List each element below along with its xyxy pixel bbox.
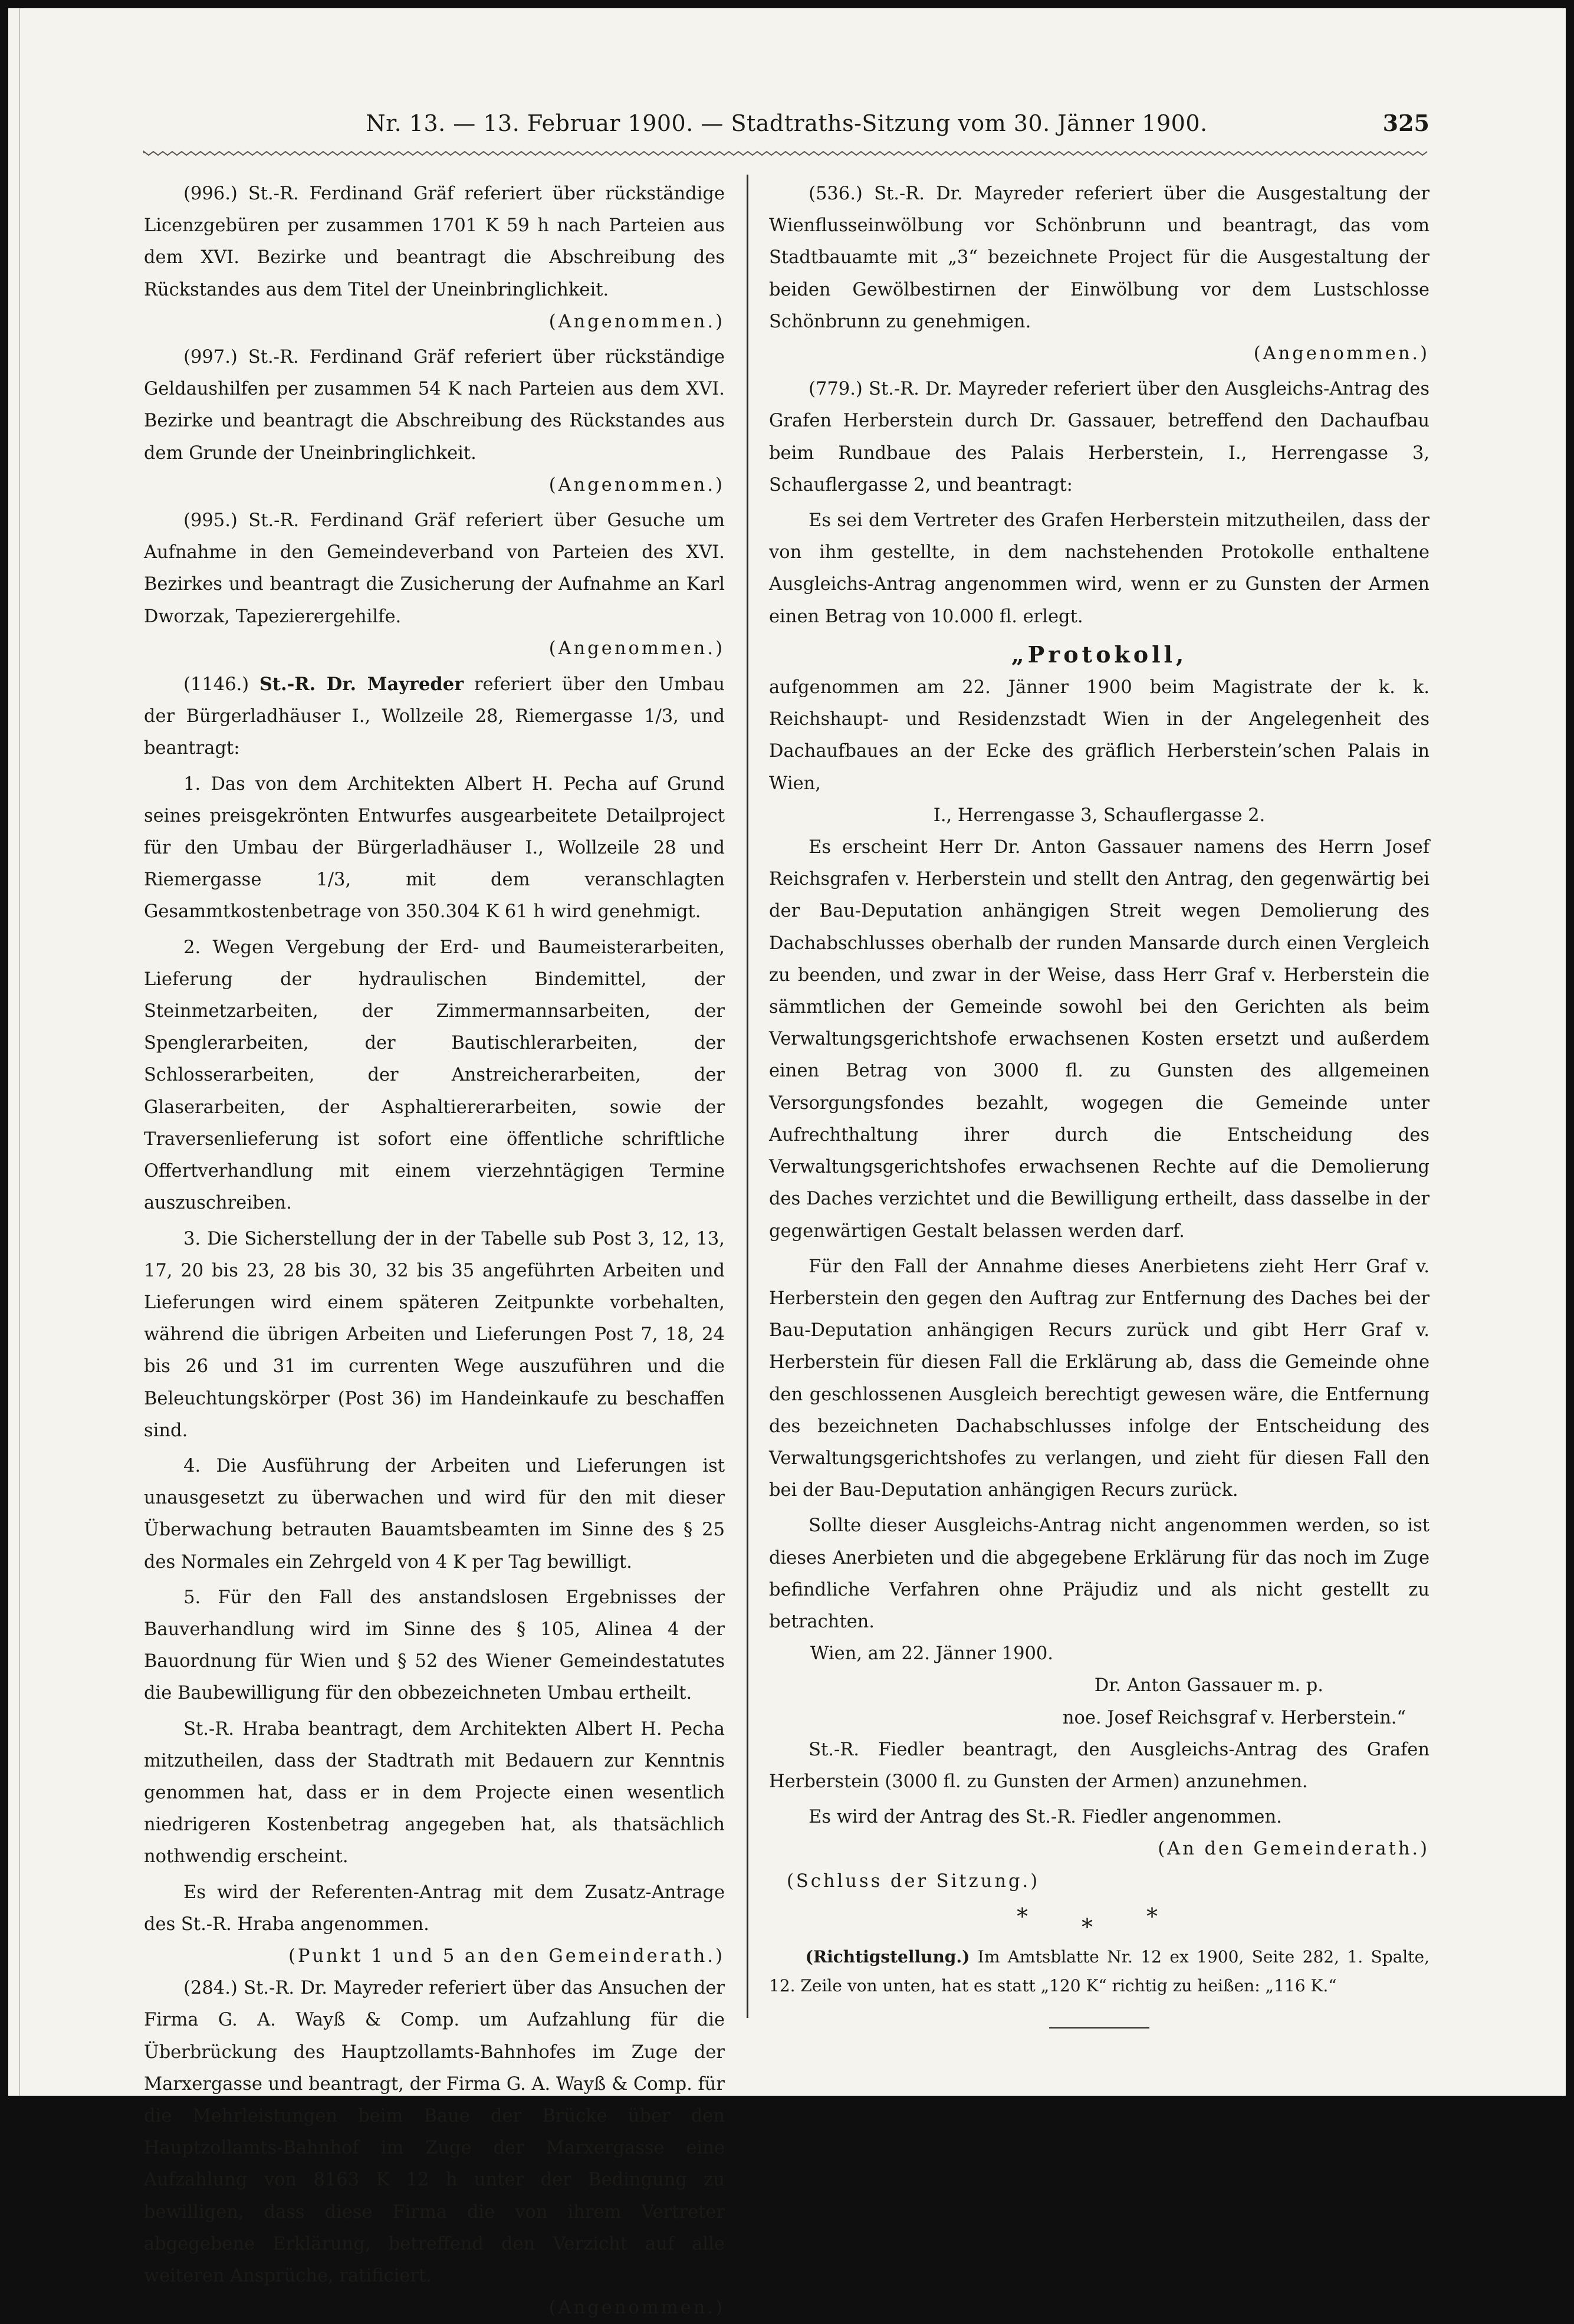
point-2: 2. Wegen Vergebung der Erd- und Baumeisterarbeiten, Lieferung der hydraulischen Bindemittel, der Steinmetzarbeiten, der Zimmermannsarbeiten, der Spenglerarbeiten, der Bautischlerarbeiten, der Schlosserarbeiten, der Anstreicherarbeiten, der Glaserarbeiten, der Asphaltiererarbeiten, sowie der Traversenlieferung ist sofort eine öffentliche schriftliche Offertverhandlung mit einem vierzehntägigen Termine auszuschreiben. — [144, 937, 725, 1214]
item-995 — [144, 505, 725, 665]
item-997-outcome: (Angenommen.) — [548, 474, 725, 495]
protocol-intro: aufgenommen am 22. Jänner 1900 beim Magistrate der k. k. Reichshaupt- und Residenzstadt Wien in der Angelegenheit des Dachaufbaues an der Ecke des gräflich Herberstein’schen Palais in Wien, — [769, 677, 1430, 794]
correction-text: Im Amtsblatte Nr. 12 ex 1900, Seite 282, 1. Spalte, 12. Zeile von unten, hat es statt „120 K“ richtig zu heißen: „116 K.“ — [769, 1946, 1430, 1995]
star-separator: * — [1017, 1903, 1028, 1929]
star-separator: * — [1082, 1913, 1093, 1940]
protocol-paragraph-1: Es erscheint Herr Dr. Anton Gassauer namens des Herrn Josef Reichsgrafen v. Herberstein und stellt den Antrag, den gegenwärtig bei der Bau-Deputation anhängigen Streit wegen Demolierung des Dachabschlusses oberhalb der runden Mansarde durch einen Vergleich zu beenden, und zwar in der Weise, dass Herr Graf v. Herberstein die sämmtlichen der Gemeinde sowohl bei den Gerichten als beim Verwaltungsgerichtshofe erwachsenen Kosten ersetzt und außerdem einen Betrag von 3000 fl. zu Gunsten des allgemeinen Versorgungsfondes bezahlt, wogegen die Gemeinde unter Aufrechthaltung ihrer durch die Entscheidung des Verwaltungsgerichtshofes erwachsenen Rechte auf die Demolierung des Daches verzichtet und die Bewilligung ertheilt, dass dasselbe in der gegenwärtigen Gestalt belassen werden darf. — [769, 837, 1430, 1242]
referent-resolution: Es wird der Referenten-Antrag mit dem Zusatz-Antrage des St.-R. Hraba angenommen. — [144, 1882, 725, 1935]
binding-edge-line — [19, 8, 20, 2096]
item-779: (779.) St.-R. Dr. Mayreder referiert über den Ausgleichs-Antrag des Grafen Herberstein durch Dr. Gassauer, betreffend den Dachaufbau beim Rundbaue des Palais Herberstein, I., Herrengasse 3, Schauflergasse 2, und beantragt: — [769, 379, 1430, 495]
protocol-paragraph-3: Sollte dieser Ausgleichs-Antrag nicht angenommen werden, so ist dieses Anerbieten und die abgegebene Erklärung für das noch im Zuge befindliche Verfahren ohne Präjudiz und als nicht gestellt zu betrachten. — [769, 1515, 1430, 1632]
protocol-title: „Protokoll, — [1011, 641, 1188, 668]
referral-note: (Punkt 1 und 5 an den Gemeinderath.) — [288, 1945, 725, 1967]
item-536-outcome: (Angenommen.) — [1253, 343, 1430, 365]
item-536 — [769, 178, 1430, 370]
protocol-address: I., Herrengasse 3, Schauflergasse 2. — [933, 805, 1266, 826]
document-page — [8, 8, 1566, 2319]
page-number: 325 — [1382, 110, 1430, 136]
signature-gassauer: Dr. Anton Gassauer m. p. — [1094, 1675, 1323, 1696]
signature-herberstein: noe. Josef Reichsgraf v. Herberstein.“ — [1062, 1707, 1406, 1728]
end-rule — [1049, 2027, 1149, 2028]
star-separator: * — [1146, 1903, 1158, 1929]
hraba-motion: St.-R. Hraba beantragt, dem Architekten Albert H. Pecha mitzutheilen, dass der Stadtrath mit Bedauern zur Kenntnis genommen hat, dass er in dem Projecte einen wesentlich niedrigeren Kostenbetrag angegeben hat, als thatsächlich nothwendig erscheint. — [144, 1718, 725, 1867]
point-3: 3. Die Sicherstellung der in der Tabelle sub Post 3, 12, 13, 17, 20 bis 23, 28 bis 30, 32 bis 35 angeführten Arbeiten und Lieferungen wird einem späteren Zeitpunkte vorbehalten, während die übrigen Arbeiten und Lieferungen Post 7, 18, 24 bis 26 und 31 im currenten Wege auszuführen und die Beleuchtungskörper (Post 36) im Handeinkaufe zu beschaffen sind. — [144, 1228, 725, 1441]
item-284-text: (284.) St.-R. Dr. Mayreder referiert über das Ansuchen der Firma G. A. Wayß & Comp. um Aufzahlung für die Überbrückung des Hauptzollamts-Bahnhofes im Zuge der Marxergasse und beantragt, der Firma G. A. Wayß & Comp. für die Mehrleistungen beim Baue der Brücke über den Hauptzollamts-Bahnhof im Zuge der Marxergasse eine Aufzahlung von 8163 K 12 h unter der Bedingung zu bewilligen, dass diese Firma die von ihrem Vertreter abgegebene Erklärung, betreffend den Verzicht auf alle weiteren Ansprüche, ratificiert. — [144, 1978, 725, 2286]
item-284 — [144, 1972, 725, 2324]
right-column — [769, 178, 1430, 2028]
correction-label: (Richtigstellung.) — [805, 1946, 970, 1967]
item-1146-text: referiert über den Umbau der Bürgerladhäuser I., Wollzeile 28, Riemergasse 1/3, und beantragt: — [144, 674, 725, 759]
column-divider — [747, 175, 748, 2018]
protocol-date: Wien, am 22. Jänner 1900. — [810, 1643, 1053, 1665]
item-995-outcome: (Angenommen.) — [548, 638, 725, 659]
fiedler-referral: (An den Gemeinderath.) — [1158, 1839, 1430, 1860]
fiedler-motion: St.-R. Fiedler beantragt, den Ausgleichs-Antrag des Grafen Herberstein (3000 fl. zu Gunsten der Armen) anzunehmen. — [769, 1739, 1430, 1792]
item-1146 — [144, 668, 725, 765]
item-1146-number: (1146.) — [183, 674, 249, 695]
motion-text: Es sei dem Vertreter des Grafen Herberstein mitzutheilen, dass der von ihm gestellte, in dem nachstehenden Protokolle enthaltene Ausgleichs-Antrag angenommen wird, wenn er zu Gunsten der Armen einen Betrag von 10.000 fl. erlegt. — [769, 510, 1430, 627]
item-536-text: (536.) St.-R. Dr. Mayreder referiert über die Ausgestaltung der Wienflusseinwölbung vor Schönbrunn und beantragt, das vom Stadtbauamte mit „3“ bezeichnete Project für die Ausgestaltung der beiden Gewölbestirnen der Einwölbung vor dem Lustschlosse Schönbrunn zu genehmigen. — [769, 183, 1430, 332]
header-wavy-rule — [144, 150, 1430, 157]
fiedler-result: Es wird der Antrag des St.-R. Fiedler angenommen. — [809, 1807, 1282, 1828]
item-997-text: (997.) St.-R. Ferdinand Gräf referiert über rückständige Geldaushilfen per zusammen 54 K nach Parteien aus dem XVI. Bezirke und beantragt die Abschreibung des Rückstandes aus dem Grunde der Uneinbringlichkeit. — [144, 347, 725, 464]
protocol-paragraph-2: Für den Fall der Annahme dieses Anerbietens zieht Herr Graf v. Herberstein den gegen den Auftrag zur Entfernung des Daches bei der Bau-Deputation anhängigen Recurs zurück und gibt Herr Graf v. Herberstein für diesen Fall die Erklärung ab, dass die Gemeinde ohne den geschlossenen Ausgleich berechtigt gewesen wäre, die Entfernung des bezeichneten Dachabschlusses infolge der Entscheidung des Verwaltungsgerichtshofes zu verlangen, und zieht für diesen Fall den bei der Bau-Deputation anhängigen Recurs zurück. — [769, 1256, 1430, 1501]
left-column — [144, 178, 725, 2324]
item-995-text: (995.) St.-R. Ferdinand Gräf referiert über Gesuche um Aufnahme in den Gemeindeverband von Parteien des XVI. Bezirkes und beantragt die Zusicherung der Aufnahme an Karl Dworzak, Tapezierergehilfe. — [144, 510, 725, 627]
item-996-outcome: (Angenommen.) — [548, 311, 725, 332]
header-title: Nr. 13. — 13. Februar 1900. — Stadtraths-Sitzung vom 30. Jänner 1900. — [366, 110, 1208, 136]
point-1: 1. Das von dem Architekten Albert H. Pecha auf Grund seines preisgekrönten Entwurfes ausgearbeitete Detailproject für den Umbau der Bürgerladhäuser I., Wollzeile 28 und Riemergasse 1/3, mit dem veranschlagten Gesammtkostenbetrage von 350.304 K 61 h wird genehmigt. — [144, 773, 725, 923]
section-stars — [769, 1898, 1430, 1939]
point-4: 4. Die Ausführung der Arbeiten und Lieferungen ist unausgesetzt zu überwachen und wird für den mit dieser Überwachung betrauten Bauamtsbeamten im Sinne des § 25 des Normales ein Zehrgeld von 4 K per Tag bewilligt. — [144, 1455, 725, 1573]
item-284-outcome: (Angenommen.) — [548, 2297, 725, 2319]
item-996-text: (996.) St.-R. Ferdinand Gräf referiert über rückständige Licenzgebüren per zusammen 1701 K 59 h nach Parteien aus dem XVI. Bezirke und beantragt die Abschreibung des Rückstandes aus dem Titel der Uneinbringlichkeit. — [144, 183, 725, 300]
point-5: 5. Für den Fall des anstandslosen Ergebnisses der Bauverhandlung wird im Sinne des § 105, Alinea 4 der Bauordnung für Wien und § 52 des Wiener Gemeindestatutes die Baubewilligung für den obbezeichneten Umbau ertheilt. — [144, 1587, 725, 1704]
item-997 — [144, 342, 725, 501]
item-996 — [144, 178, 725, 338]
correction-note — [769, 1942, 1430, 2000]
item-1146-speaker: St.-R. Dr. Mayreder — [259, 674, 464, 695]
session-closing: (Schluss der Sitzung.) — [787, 1870, 1040, 1892]
running-header — [144, 106, 1430, 141]
